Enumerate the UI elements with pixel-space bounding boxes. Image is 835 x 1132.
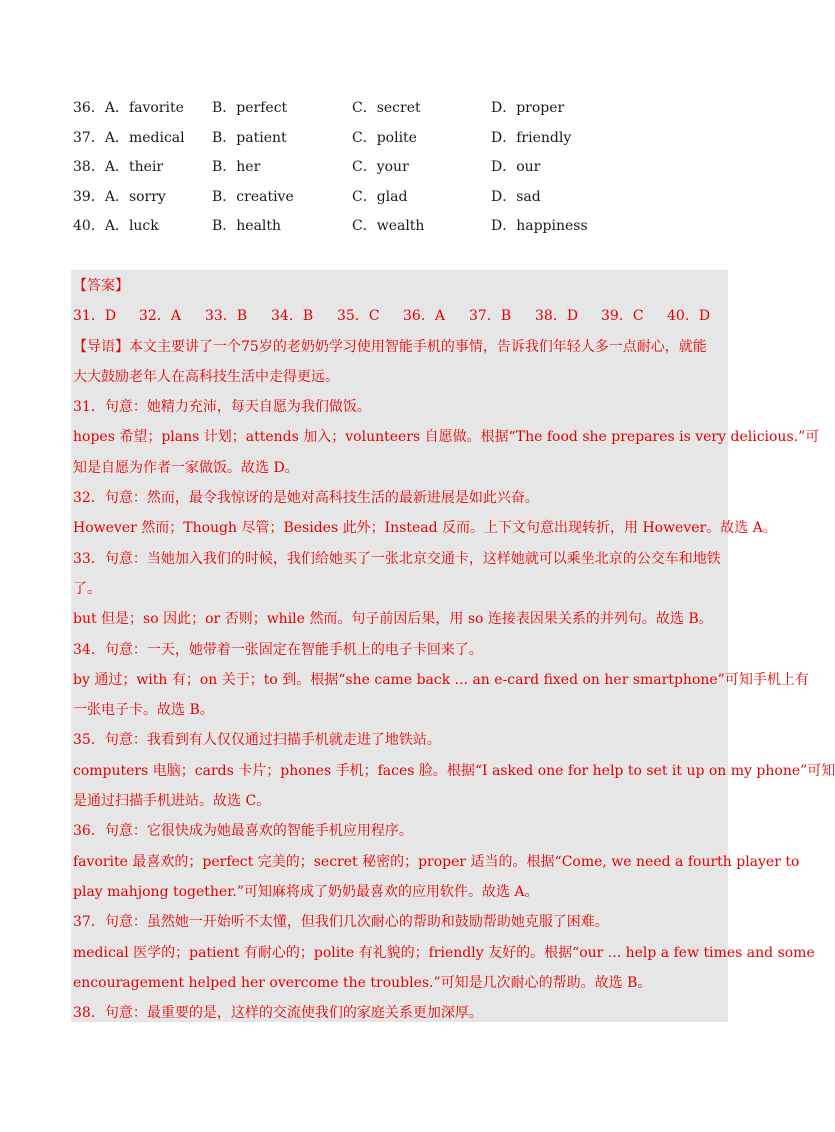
explanation-line: 35．句意：我看到有人仅仅通过扫描手机就走进了地铁站。 [73,732,441,749]
explanation-line: 了。 [73,580,101,597]
option-d: D．friendly [491,129,572,146]
question-row [73,185,733,215]
question-number-and-option-a: 39．A．sorry [73,188,166,205]
explanation-line: 【导语】本文主要讲了一个75岁的老奶奶学习使用智能手机的事情，告诉我们年轻人多一点耐心，就能 [73,338,707,355]
explanation-line: 是通过扫描手机进站。故选 C。 [73,793,271,810]
option-b: B．creative [212,188,294,205]
option-d: D．happiness [491,218,588,234]
option-c: C．secret [352,100,421,116]
option-b: B．patient [212,129,287,146]
answer-heading: 【答案】 [73,278,129,294]
explanation-line: encouragement helped her overcome the troubles.”可知是几次耐心的帮助。故选 B。 [73,974,652,991]
explanation-line: 34．句意：一天，她带着一张固定在智能手机上的电子卡回来了。 [73,641,483,658]
answer-key-item: 31．D [73,308,117,325]
answer-key-item: 38．D [535,308,579,325]
option-b: B．her [212,159,261,175]
question-number-and-option-a: 40．A．luck [73,218,159,234]
explanation-line: 38．句意：最重要的是，这样的交流使我们的家庭关系更加深厚。 [73,1005,483,1022]
explanation-line: 31．句意：她精力充沛，每天自愿为我们做饭。 [73,399,371,416]
question-options [73,96,733,244]
explanation-line: favorite 最喜欢的；perfect 完美的；secret 秘密的；proper 适当的。根据“Come, we need a fourth player to [73,853,800,870]
answer-key-item: 37．B [469,308,512,325]
question-row [73,126,733,156]
answer-key-item: 36．A [403,308,445,325]
answer-key-item: 33．B [205,308,248,325]
option-b: B．health [212,218,282,234]
question-row [73,96,733,126]
explanation-line: 大大鼓励老年人在高科技生活中走得更远。 [73,368,339,385]
explanation-line: 37．句意：虽然她一开始听不太懂，但我们几次耐心的帮助和鼓励帮助她克服了困难。 [73,914,609,931]
question-row [73,155,733,185]
answer-key-item: 39．C [601,308,644,325]
explanation-line: play mahjong together.”可知麻将成了奶奶最喜欢的应用软件。故选 A。 [73,883,539,900]
answer-key-item: 32．A [139,308,181,325]
answer-key-item: 34．B [271,308,314,325]
question-number-and-option-a: 37．A．medical [73,129,185,146]
explanation-line: 32．句意：然而，最令我惊讶的是她对高科技生活的最新进展是如此兴奋。 [73,490,539,507]
option-c: C．glad [352,188,408,205]
option-d: D．proper [491,100,565,116]
explanation-line: However 然而；Though 尽管；Besides 此外；Instead 反而。上下文句意出现转折，用 However。故选 A。 [73,520,777,537]
explanation-line: 33．句意：当她加入我们的时候，我们给她买了一张北京交通卡，这样她就可以乘坐北京的公交车和地铁 [73,550,721,567]
option-c: C．your [352,159,409,175]
explanation-line: by 通过；with 有；on 关于；to 到。根据“she came back ... an e-card fixed on her smartphone”可知手机上有 [73,671,809,688]
explanation-line: 知是自愿为作者一家做饭。故选 D。 [73,459,299,476]
explanation-line: medical 医学的；patient 有耐心的；polite 有礼貌的；friendly 友好的。根据“our ... help a few times and some [73,944,815,961]
option-c: C．wealth [352,218,425,234]
answer-section [73,273,835,1030]
question-number-and-option-a: 38．A．their [73,159,164,175]
answer-key [73,303,728,333]
answer-key-item: 40．D [667,308,711,325]
answer-key-item: 35．C [337,308,380,325]
explanation-line: computers 电脑；cards 卡片；phones 手机；faces 脸。根据“I asked one for help to set it up on my phone”可知 [73,762,835,779]
question-number-and-option-a: 36．A．favorite [73,100,184,116]
explanation-line: but 但是；so 因此；or 否则；while 然而。句子前因后果，用 so 连接表因果关系的并列句。故选 B。 [73,611,713,628]
explanation-line: 一张电子卡。故选 B。 [73,702,214,719]
option-d: D．sad [491,188,541,205]
option-b: B．perfect [212,100,288,116]
question-row [73,214,733,244]
explanation-line: 36．句意：它很快成为她最喜欢的智能手机应用程序。 [73,823,413,840]
option-c: C．polite [352,129,417,146]
option-d: D．our [491,159,541,175]
explanation-line: hopes 希望；plans 计划；attends 加入；volunteers 自愿做。根据“The food she prepares is very delicious.”可 [73,429,820,446]
